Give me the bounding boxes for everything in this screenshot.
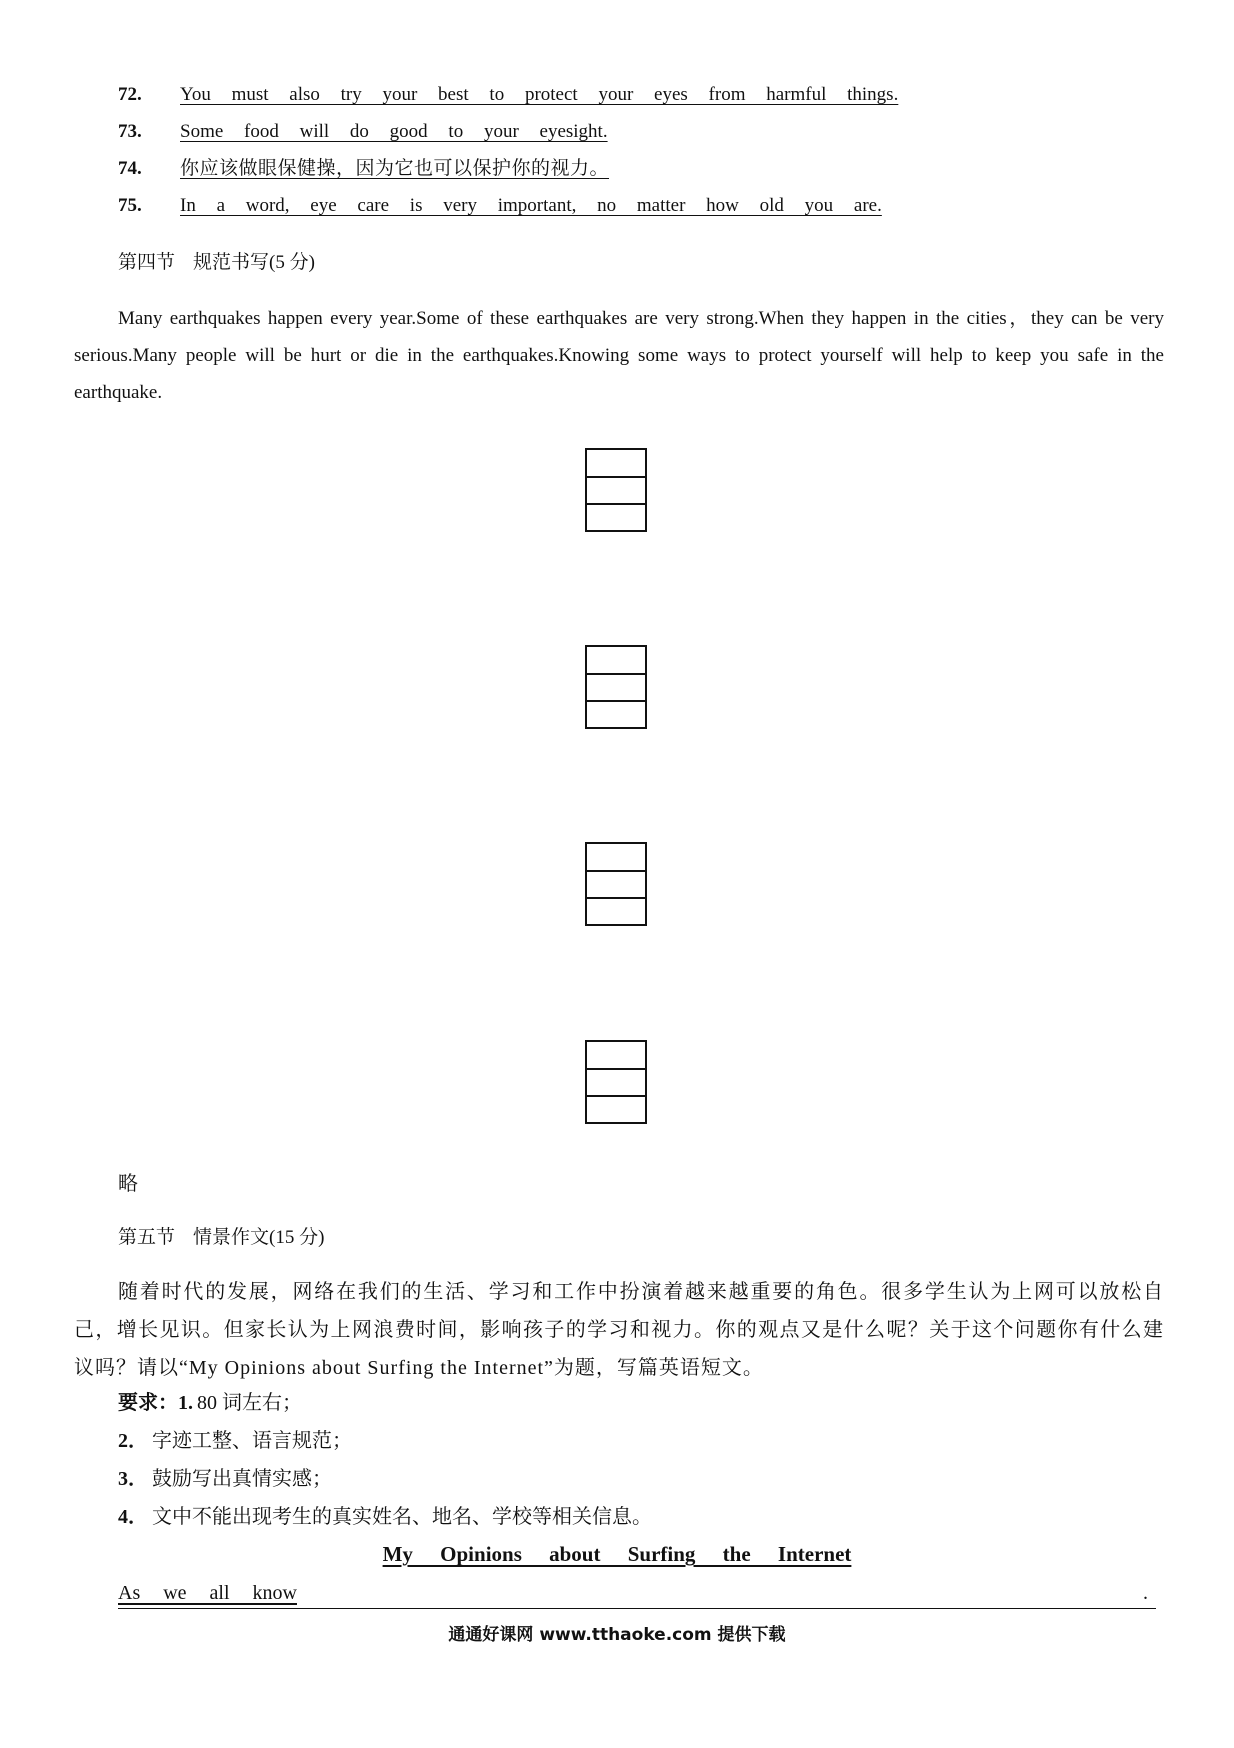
footer-credit: 通通好课网 www.tthaoke.com 提供下载 [448, 1625, 786, 1645]
section4-passage: Many earthquakes happen every year.Some of these earthquakes are very strong.When they happen in the cities，they can be very serious.Many people will be hurt or die in the earthquakes.Knowing some ways to protect yourself will help to keep you safe in the earthquake. [74, 308, 1164, 403]
answer-text: In a word, eye care is very important, no matter how old you are. [180, 195, 882, 216]
answer-text: Some food will do good to your eyesight. [180, 121, 608, 142]
requirement-text: 文中不能出现考生的真实姓名、地名、学校等相关信息。 [152, 1506, 652, 1528]
requirement-number: 3． [118, 1468, 148, 1490]
section4-label: 第四节 [118, 252, 176, 273]
essay-answer-line[interactable] [118, 1580, 1156, 1609]
section5-label: 第五节 [118, 1227, 176, 1248]
answer-text: 你应该做眼保健操，因为它也可以保护你的视力。 [180, 158, 610, 179]
requirement-text: 80 词左右； [197, 1392, 302, 1414]
requirement-text: 鼓励写出真情实感； [152, 1468, 332, 1490]
essay-end-mark: . [1143, 1582, 1148, 1604]
requirement-number: 要求：1. [118, 1392, 193, 1414]
answer-number: 73. [118, 121, 142, 142]
answer-number: 72. [118, 84, 142, 105]
requirement-number: 4． [118, 1506, 148, 1528]
requirement-item [118, 1466, 332, 1492]
section4-title: 规范书写(5 分) [193, 252, 315, 273]
section5-prompt: 随着时代的发展，网络在我们的生活、学习和工作中扮演着越来越重要的角色。很多学生认为上网可以放松自己，增长见识。但家长认为上网浪费时间，影响孩子的学习和视力。你的观点又是什么呢？关于这个问题你有什么建议吗？请以“My Opinions about Surfing the Internet”为题，写篇英语短文。 [74, 1281, 1164, 1379]
answer-row [118, 156, 629, 182]
essay-start-text: As we all know [118, 1582, 297, 1604]
answer-row [118, 193, 902, 219]
answer-text: You must also try your best to protect your eyes from harmful things. [180, 84, 899, 105]
writing-grid[interactable] [585, 842, 647, 926]
writing-grid[interactable] [585, 448, 647, 532]
writing-grid[interactable] [585, 645, 647, 729]
requirement-number: 2． [118, 1430, 148, 1452]
section5-title: 情景作文(15 分) [193, 1227, 325, 1248]
requirement-item [118, 1390, 302, 1416]
requirement-text: 字迹工整、语言规范； [152, 1430, 352, 1452]
answer-row [118, 82, 918, 108]
writing-grid[interactable] [585, 1040, 647, 1124]
answer-number: 75. [118, 195, 142, 216]
answer-number: 74. [118, 158, 142, 179]
section5-heading [118, 1225, 324, 1251]
answer-row [118, 119, 628, 145]
essay-title: My Opinions about Surfing the Internet [382, 1542, 852, 1566]
omitted-note: 略 [118, 1173, 138, 1195]
section4-heading [118, 250, 315, 276]
requirement-item [118, 1428, 352, 1454]
requirement-item [118, 1504, 652, 1530]
